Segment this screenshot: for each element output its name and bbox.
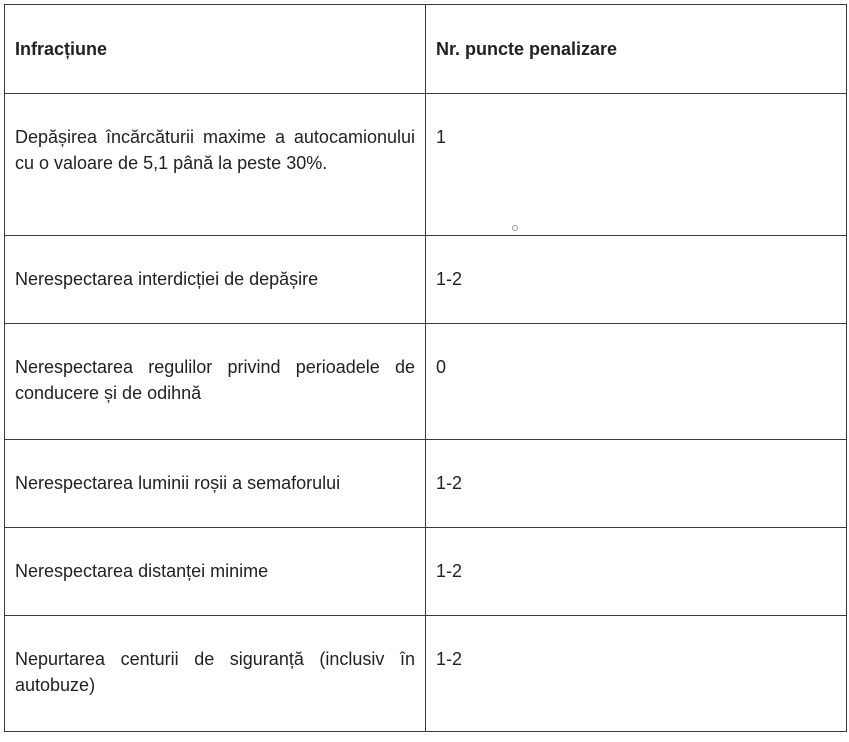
offense-cell bbox=[5, 324, 426, 440]
points-cell bbox=[426, 616, 847, 732]
table-row bbox=[5, 528, 847, 616]
small-circle-mark bbox=[512, 225, 518, 231]
points-value: 1 bbox=[436, 127, 447, 147]
points-value: 1-2 bbox=[436, 649, 463, 669]
offense-cell bbox=[5, 616, 426, 732]
points-cell bbox=[426, 324, 847, 440]
offense-text: Nepurtarea centurii de siguranță (inclusiv în autobuze) bbox=[15, 649, 415, 695]
table-header-row bbox=[5, 5, 847, 94]
header-points: Nr. puncte penalizare bbox=[436, 39, 618, 59]
offense-cell bbox=[5, 236, 426, 324]
table-row bbox=[5, 94, 847, 236]
offense-cell bbox=[5, 528, 426, 616]
header-offense: Infracțiune bbox=[15, 39, 108, 59]
points-cell bbox=[426, 528, 847, 616]
points-value: 1-2 bbox=[436, 269, 463, 289]
offense-cell bbox=[5, 94, 426, 236]
points-value: 0 bbox=[436, 357, 447, 377]
offense-text: Nerespectarea luminii roșii a semaforului bbox=[15, 473, 341, 493]
table-row bbox=[5, 236, 847, 324]
offense-text: Depășirea încărcăturii maxime a autocamionului cu o valoare de 5,1 până la peste 30%. bbox=[15, 127, 415, 173]
points-cell bbox=[426, 236, 847, 324]
table-row bbox=[5, 616, 847, 732]
offense-text: Nerespectarea interdicției de depășire bbox=[15, 269, 319, 289]
offense-text: Nerespectarea distanței minime bbox=[15, 561, 269, 581]
table-row bbox=[5, 440, 847, 528]
header-offense-cell bbox=[5, 5, 426, 94]
offense-text: Nerespectarea regulilor privind perioadele de conducere și de odihnă bbox=[15, 357, 415, 403]
points-value: 1-2 bbox=[436, 473, 463, 493]
offense-cell bbox=[5, 440, 426, 528]
header-points-cell bbox=[426, 5, 847, 94]
points-cell bbox=[426, 94, 847, 236]
penalty-points-table bbox=[4, 4, 847, 732]
points-value: 1-2 bbox=[436, 561, 463, 581]
table-row bbox=[5, 324, 847, 440]
points-cell bbox=[426, 440, 847, 528]
